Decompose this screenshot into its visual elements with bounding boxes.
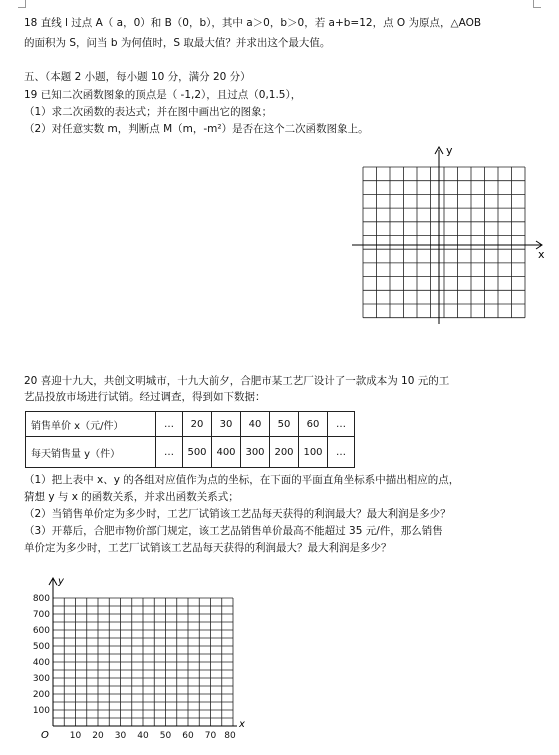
q20-part-2: （2）当销售单价定为多少时，工艺厂试销该工艺品每天获得的利润最大？最大利润是多少？ [24,508,451,520]
table-cell: 40 [241,412,270,437]
y-tick-label: 200 [32,690,50,700]
q20-origin-label: O [41,730,49,741]
table-cell: 50 [270,412,299,437]
table-row-sales [26,437,355,468]
crop-mark-top-left [18,0,26,8]
crop-mark-top-right [533,0,541,8]
q19-coordinate-grid [345,140,555,330]
table-cell: 300 [241,437,270,468]
q18-line-1: 18 直线 l 过点 A（ a，0）和 B（0，b），其中 a＞0，b＞0，若 a+b=12，点 O 为原点，△AOB [24,17,482,29]
y-tick-label: 700 [32,610,50,620]
y-tick-label: 500 [32,642,50,652]
table-row-price [26,412,355,437]
table-cell: 60 [299,412,328,437]
q20-part-3-b: 单价定为多少时，工艺厂试销该工艺品每天获得的利润最大？最大利润是多少？ [24,542,392,554]
q20-part-1-a: （1）把上表中 x、y 的各组对应值作为点的坐标，在下面的平面直角坐标系中描出相应的点， [24,474,460,486]
q20-x-axis-label: x [239,719,245,730]
q20-line-1: 20 喜迎十九大，共创文明城市，十九大前夕，合肥市某工艺厂设计了一款成本为 10 元的工 [24,375,450,387]
table-ellipsis: … [328,412,355,437]
table-label-sales: 每天销售量 y（件） [26,437,156,468]
q19-line-3: （2）对任意实数 m，判断点 M（m，-m²）是否在这个二次函数图象上。 [24,123,369,135]
table-label-price: 销售单价 x（元/件） [26,412,156,437]
table-cell: 100 [299,437,328,468]
y-tick-label: 100 [32,706,50,716]
q19-line-1: 19 已知二次函数图象的顶点是（ -1,2），且过点（0,1.5）， [24,89,302,101]
y-tick-label: 300 [32,674,50,684]
x-tick-label: 40 [137,731,149,741]
q20-line-2: 艺品投放市场进行试销。经过调查，得到如下数据： [24,391,266,403]
sales-data-table [25,411,355,468]
section-5-heading: 五、（本题 2 小题，每小题 10 分，满分 20 分） [24,71,251,83]
q19-x-axis-label: x [538,248,545,261]
y-tick-label: 600 [32,626,50,636]
x-tick-label: 70 [204,731,217,741]
table-cell: 400 [212,437,241,468]
x-tick-label: 60 [182,731,194,741]
q18-line-2: 的面积为 S，问当 b 为何值时，S 取最大值？并求出这个最大值。 [24,37,331,49]
x-tick-label: 80 [224,731,236,741]
q20-coordinate-graph [25,574,255,744]
table-ellipsis: … [156,437,183,468]
x-tick-label: 50 [159,731,172,741]
table-cell: 30 [212,412,241,437]
x-tick-label: 30 [114,731,127,741]
y-tick-label: 400 [32,658,50,668]
x-tick-label: 20 [92,731,104,741]
table-ellipsis: … [156,412,183,437]
table-cell: 200 [270,437,299,468]
q20-y-axis-label: y [58,576,64,587]
x-tick-label: 10 [69,731,82,741]
table-ellipsis: … [328,437,355,468]
table-cell: 20 [183,412,212,437]
q19-line-2: （1）求二次函数的表达式；并在图中画出它的图象； [24,106,273,118]
y-tick-label: 800 [32,594,50,604]
q19-y-axis-label: y [446,144,453,157]
q20-part-3-a: （3）开幕后，合肥市物价部门规定，该工艺品销售单价最高不能超过 35 元/件，那么销售 [24,525,443,537]
table-cell: 500 [183,437,212,468]
q20-part-1-b: 猜想 y 与 x 的函数关系，并求出函数关系式； [24,491,239,503]
